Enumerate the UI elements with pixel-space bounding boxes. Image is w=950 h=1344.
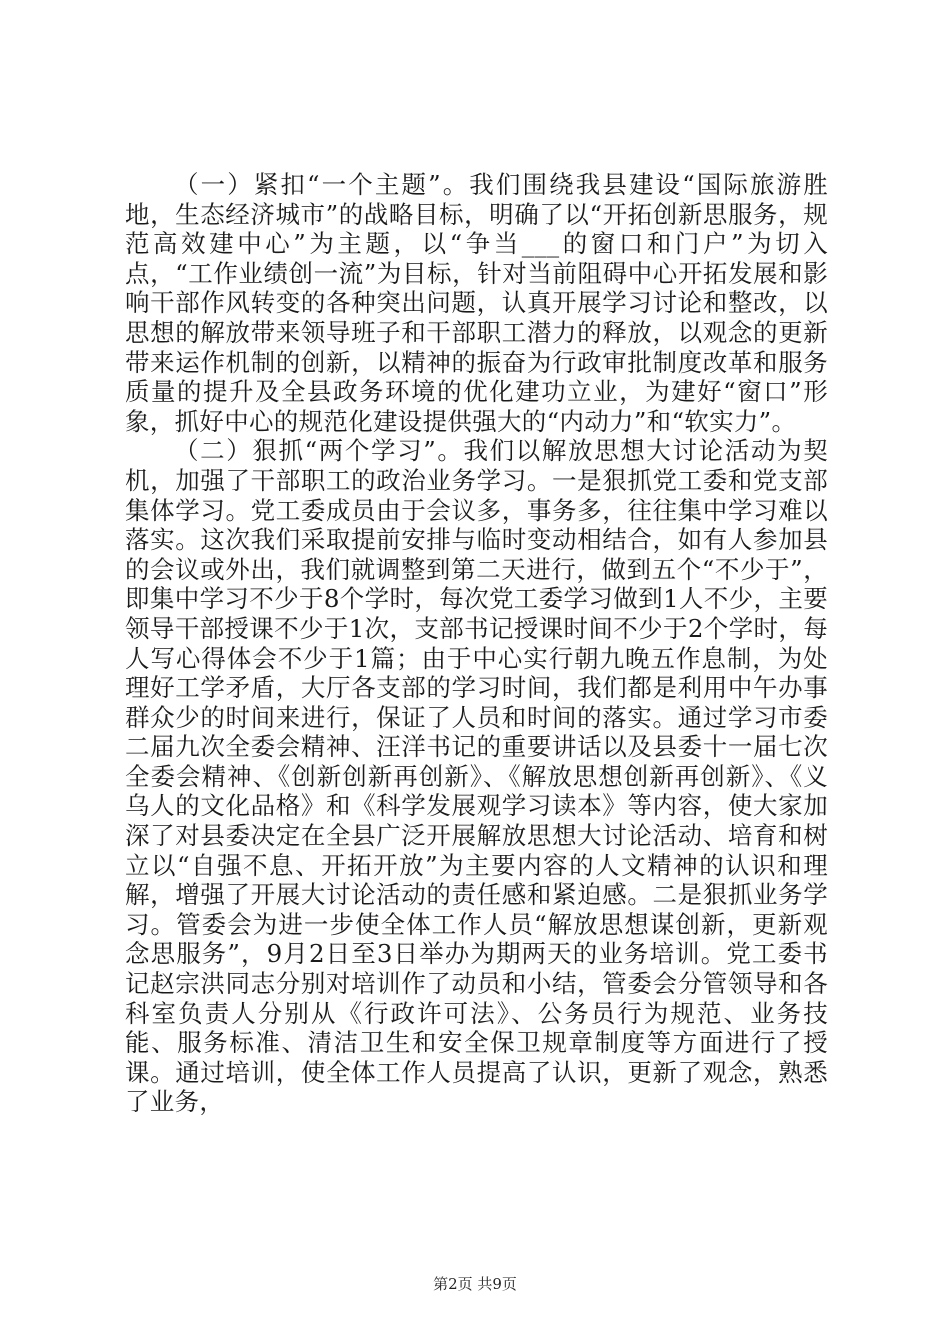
document-body — [125, 170, 828, 1117]
page-number-footer: 第2页 共9页 — [433, 1275, 517, 1293]
paragraph-theme: （一）紧扣“一个主题”。我们围绕我县建设“国际旅游胜地，生态经济城市”的战略目标，明确了以“开拓创新思服务，规范高效建中心”为主题，以“争当___的窗口和门户”为切入点，“工作业绩创一流”为目标，针对当前阻碍中心开拓发展和影响干部作风转变的各种突出问题，认真开展学习讨论和整改，以思想的解放带来领导班子和干部职工潜力的释放，以观念的更新带来运作机制的创新，以精神的振奋为行政审批制度改革和服务质量的提升及全县政务环境的优化建功立业，为建好“窗口”形象，抓好中心的规范化建设提供强大的“内动力”和“软实力”。 — [125, 170, 828, 436]
paragraph-study: （二）狠抓“两个学习”。我们以解放思想大讨论活动为契机，加强了干部职工的政治业务学习。一是狠抓党工委和党支部集体学习。党工委成员由于会议多，事务多，往往集中学习难以落实。这次我们采取提前安排与临时变动相结合，如有人参加县的会议或外出，我们就调整到第二天进行，做到五个“不少于”，即集中学习不少于8个学时，每次党工委学习做到1人不少，主要领导干部授课不少于1次，支部书记授课时间不少于2个学时，每人写心得体会不少于1篇；由于中心实行朝九晚五作息制，为处理好工学矛盾，大厅各支部的学习时间，我们都是利用中午办事群众少的时间来进行，保证了人员和时间的落实。通过学习市委二届九次全委会精神、汪洋书记的重要讲话以及县委十一届七次全委会精神、《创新创新再创新》、《解放思想创新再创新》、《义乌人的文化品格》和《科学发展观学习读本》等内容，使大家加深了对县委决定在全县广泛开展解放思想大讨论活动、培育和树立以“自强不息、开拓开放”为主要内容的人文精神的认识和理解，增强了开展大讨论活动的责任感和紧迫感。二是狠抓业务学习。管委会为进一步使全体工作人员“解放思想谋创新，更新观念思服务”，9月2日至3日举办为期两天的业务培训。党工委书记赵宗洪同志分别对培训作了动员和小结，管委会分管领导和各科室负责人分别从《行政许可法》、公务员行为规范、业务技能、服务标准、清洁卫生和安全保卫规章制度等方面进行了授课。通过培训，使全体工作人员提高了认识，更新了观念，熟悉了业务， — [125, 436, 828, 1117]
